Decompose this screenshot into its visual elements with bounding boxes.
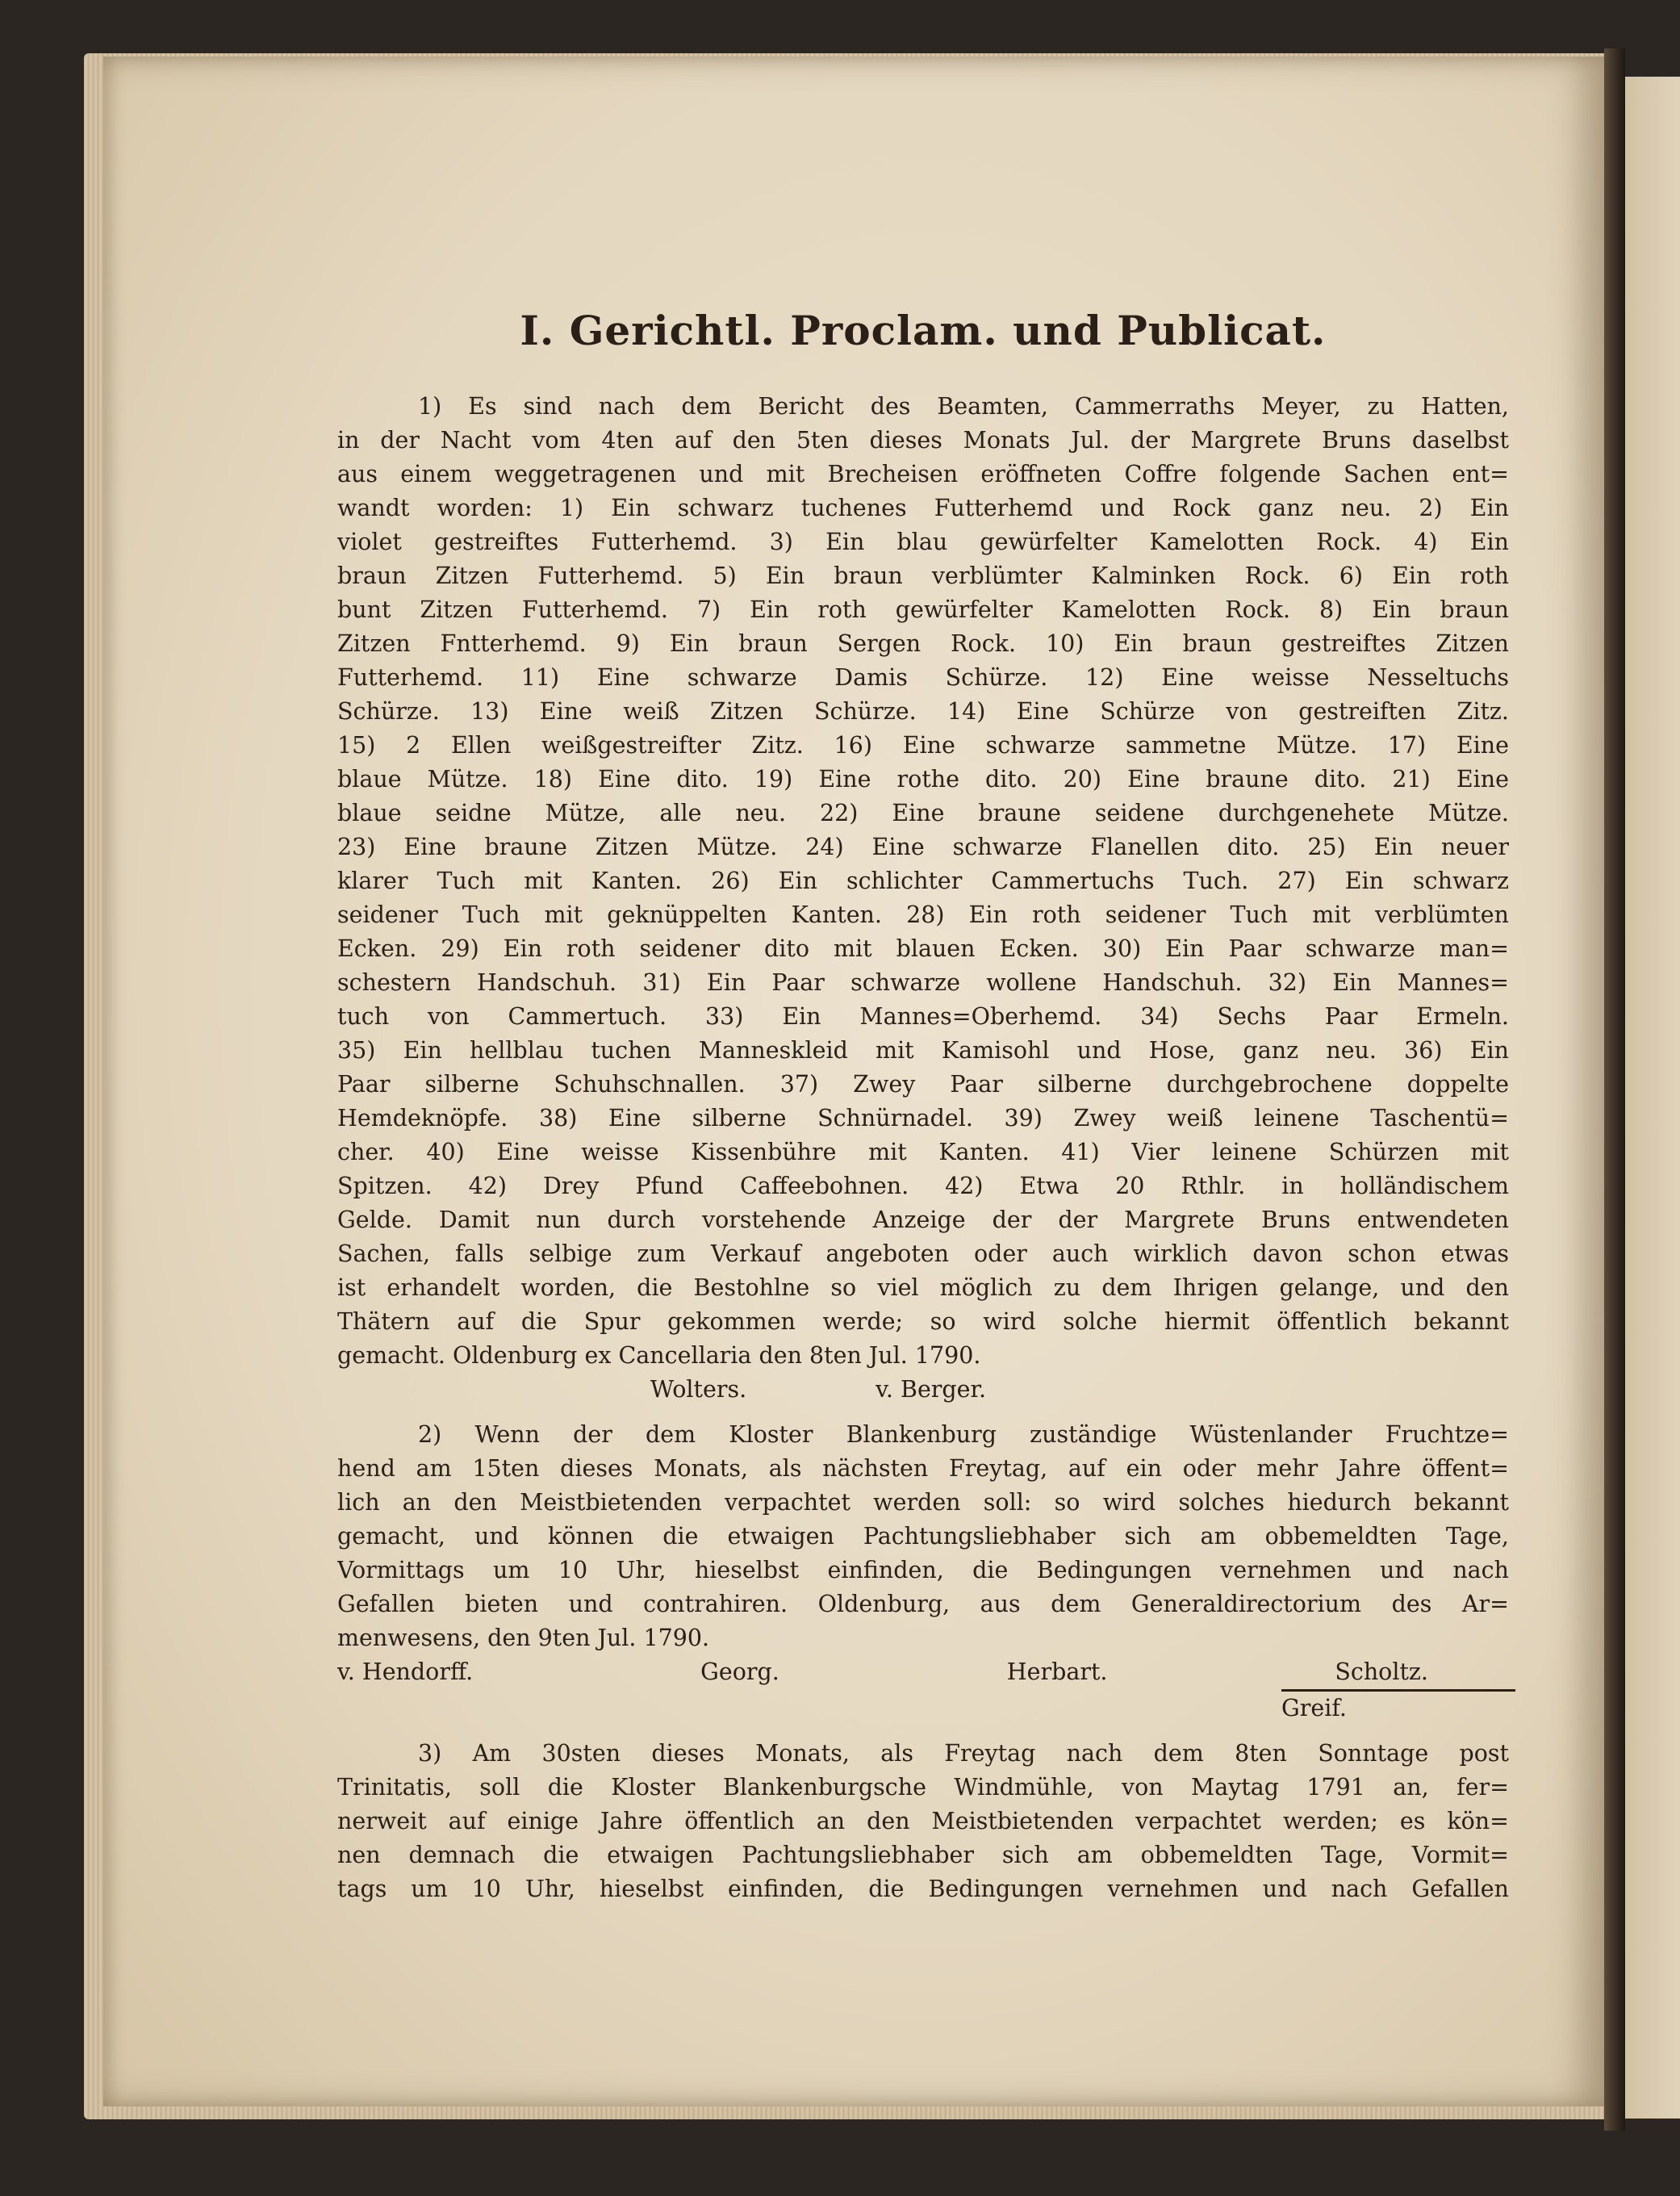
- text-line: gemacht, und können die etwaigen Pachtungsliebhaber sich am obbemeldten Tage,: [337, 1523, 1509, 1550]
- text-line: Vormittags um 10 Uhr, hieselbst einfinden, die Bedingungen vernehmen und nach: [337, 1557, 1509, 1583]
- text-line: 3) Am 30sten dieses Monats, als Freytag nach dem 8ten Sonntage post: [418, 1740, 1509, 1767]
- text-line: violet gestreiftes Futterhemd. 3) Ein blau gewürfelter Kamelotten Rock. 4) Ein: [337, 529, 1509, 555]
- text-line: bunt Zitzen Futterhemd. 7) Ein roth gewürfelter Kamelotten Rock. 8) Ein braun: [337, 596, 1509, 623]
- text-line: Schürze. 13) Eine weiß Zitzen Schürze. 14) Eine Schürze von gestreiften Zitz.: [337, 698, 1509, 725]
- paragraph-gap: [337, 1725, 1509, 1737]
- text-line: Gelde. Damit nun durch vorstehende Anzeige der der Margrete Bruns entwendeten: [337, 1207, 1509, 1233]
- signature: Wolters.: [650, 1376, 747, 1403]
- signature: v. Hendorff.: [337, 1659, 474, 1685]
- text-line: 35) Ein hellblau tuchen Manneskleid mit Kamisohl und Hose, ganz neu. 36) Ein: [337, 1037, 1509, 1064]
- next-page-edge: [1625, 77, 1680, 2119]
- text-line: Sachen, falls selbige zum Verkauf angeboten oder auch wirklich davon schon etwas: [337, 1240, 1509, 1267]
- text-line: Spitzen. 42) Drey Pfund Caffeebohnen. 42) Etwa 20 Rthlr. in holländischem: [337, 1173, 1509, 1199]
- signature: v. Berger.: [876, 1376, 987, 1403]
- notice-1: [337, 390, 1509, 1407]
- text-line: 1) Es sind nach dem Bericht des Beamten, Cammerraths Meyer, zu Hatten,: [418, 393, 1509, 420]
- text-line: Gefallen bieten und contrahiren. Oldenburg, aus dem Generaldirectorium des Ar=: [337, 1591, 1509, 1617]
- text-line: Paar silberne Schuhschnallen. 37) Zwey Paar silberne durchgebrochene doppelte: [337, 1071, 1509, 1098]
- text-line: 2) Wenn der dem Kloster Blankenburg zuständige Wüstenlander Fruchtze=: [418, 1421, 1509, 1448]
- signature-row: [337, 1655, 1509, 1689]
- text-line: tuch von Cammertuch. 33) Ein Mannes=Oberhemd. 34) Sechs Paar Ermeln.: [337, 1003, 1509, 1030]
- signature: Scholtz.: [1335, 1659, 1428, 1685]
- signature: Greif.: [1281, 1695, 1347, 1721]
- text-line: Futterhemd. 11) Eine schwarze Damis Schürze. 12) Eine weisse Nesseltuchs: [337, 664, 1509, 691]
- text-line: ist erhandelt worden, die Bestohlne so viel möglich zu dem Ihrigen gelange, und den: [337, 1274, 1509, 1301]
- notice-3: [337, 1737, 1509, 1906]
- text-line: 15) 2 Ellen weißgestreifter Zitz. 16) Eine schwarze sammetne Mütze. 17) Eine: [337, 732, 1509, 759]
- text-line: Zitzen Fntterhemd. 9) Ein braun Sergen Rock. 10) Ein braun gestreiftes Zitzen: [337, 630, 1509, 657]
- text-line: Hemdeknöpfe. 38) Eine silberne Schnürnadel. 39) Zwey weiß leinene Taschentü=: [337, 1105, 1509, 1131]
- signature-row: [337, 1373, 1509, 1407]
- page-text: [337, 307, 1509, 1906]
- text-line: Thätern auf die Spur gekommen werde; so wird solche hiermit öffentlich bekannt: [337, 1308, 1509, 1335]
- page-heading: I. Gerichtl. Proclam. und Publicat.: [520, 307, 1327, 354]
- text-line: hend am 15ten dieses Monats, als nächsten Freytag, auf ein oder mehr Jahre öffent=: [337, 1455, 1509, 1482]
- text-line: aus einem weggetragenen und mit Brecheisen eröffneten Coffre folgende Sachen ent=: [337, 461, 1509, 487]
- text-line: tags um 10 Uhr, hieselbst einfinden, die Bedingungen vernehmen und nach Gefallen: [337, 1876, 1509, 1902]
- text-line: wandt worden: 1) Ein schwarz tuchenes Futterhemd und Rock ganz neu. 2) Ein: [337, 495, 1509, 521]
- signature: Herbart.: [1006, 1659, 1108, 1685]
- text-line: nerweit auf einige Jahre öffentlich an den Meistbietenden verpachtet werden; es kön=: [337, 1808, 1509, 1834]
- book-gutter: [1604, 48, 1625, 2131]
- text-line: klarer Tuch mit Kanten. 26) Ein schlichter Cammertuchs Tuch. 27) Ein schwarz: [337, 868, 1509, 894]
- text-line: gemacht. Oldenburg ex Cancellaria den 8ten Jul. 1790.: [337, 1342, 981, 1369]
- text-line: seidener Tuch mit geknüppelten Kanten. 28) Ein roth seidener Tuch mit verblümten: [337, 901, 1509, 928]
- text-line: menwesens, den 9ten Jul. 1790.: [337, 1625, 710, 1651]
- text-line: Ecken. 29) Ein roth seidener dito mit blauen Ecken. 30) Ein Paar schwarze man=: [337, 935, 1509, 962]
- text-line: schestern Handschuh. 31) Ein Paar schwarze wollene Handschuh. 32) Ein Mannes=: [337, 969, 1509, 996]
- text-line: in der Nacht vom 4ten auf den 5ten dieses Monats Jul. der Margrete Bruns daselbst: [337, 427, 1509, 454]
- signature: Georg.: [700, 1659, 779, 1685]
- text-line: cher. 40) Eine weisse Kissenbühre mit Kanten. 41) Vier leinene Schürzen mit: [337, 1139, 1509, 1165]
- text-line: Trinitatis, soll die Kloster Blankenburgsche Windmühle, von Maytag 1791 an, fer=: [337, 1774, 1509, 1801]
- text-line: blaue Mütze. 18) Eine dito. 19) Eine rothe dito. 20) Eine braune dito. 21) Eine: [337, 766, 1509, 793]
- text-line: nen demnach die etwaigen Pachtungsliebhaber sich am obbemeldten Tage, Vormit=: [337, 1842, 1509, 1868]
- paragraph-gap: [337, 1407, 1509, 1418]
- text-line: blaue seidne Mütze, alle neu. 22) Eine braune seidene durchgenehete Mütze.: [337, 800, 1509, 826]
- text-line: 23) Eine braune Zitzen Mütze. 24) Eine schwarze Flanellen dito. 25) Ein neuer: [337, 834, 1509, 860]
- text-line: lich an den Meistbietenden verpachtet werden soll: so wird solches hiedurch bekannt: [337, 1489, 1509, 1516]
- notice-2: [337, 1418, 1509, 1725]
- text-line: braun Zitzen Futterhemd. 5) Ein braun verblümter Kalminken Rock. 6) Ein roth: [337, 563, 1509, 589]
